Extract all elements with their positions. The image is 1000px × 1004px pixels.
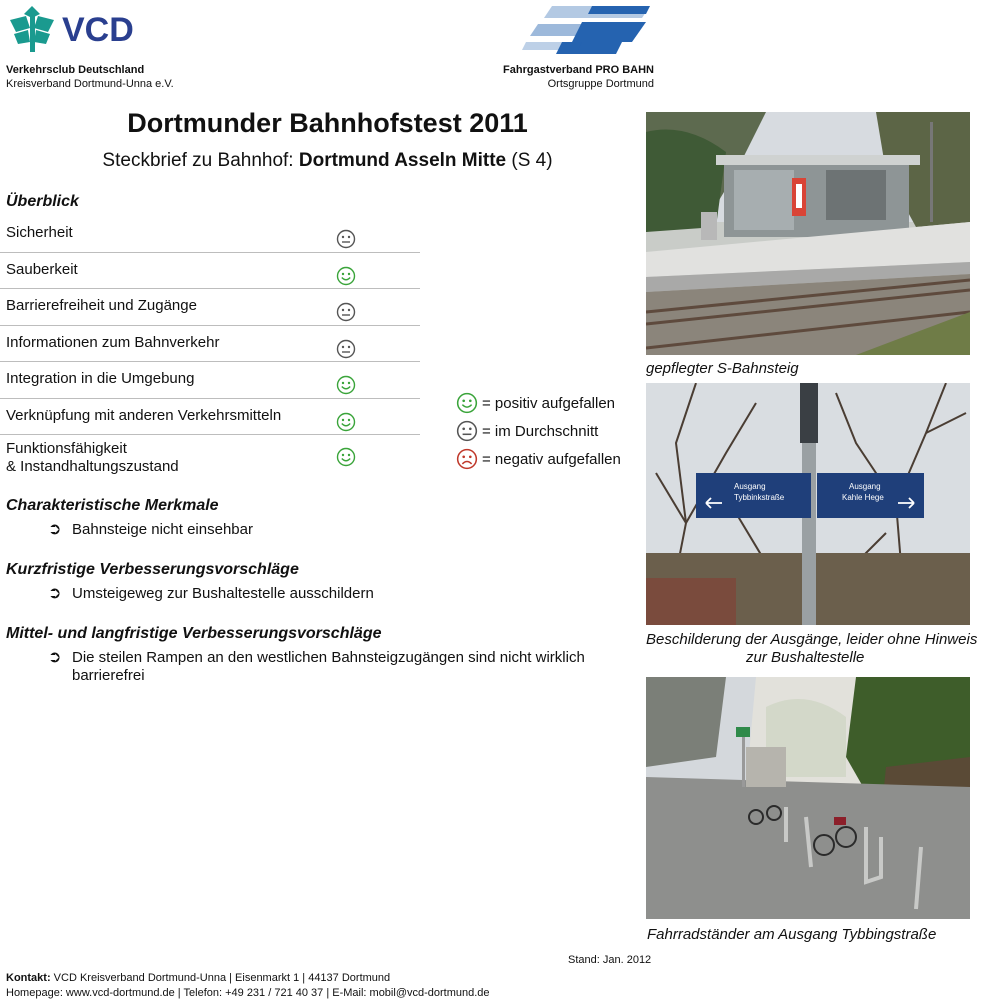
photo-signage-caption-line2: zur Bushaltestelle — [746, 649, 865, 666]
neutral-smiley-icon — [336, 339, 356, 359]
rating-label: Sauberkeit — [6, 260, 78, 278]
rating-label: Informationen zum Bahnverkehr — [6, 333, 220, 351]
legend-neutral-text: = im Durchschnitt — [482, 422, 599, 440]
rating-row-sauberkeit — [0, 253, 420, 290]
legend-positive-text: = positiv aufgefallen — [482, 394, 616, 412]
neutral-smiley-icon — [336, 229, 356, 249]
rating-row-verknuepfung — [0, 399, 420, 436]
rating-row-barrierefreiheit — [0, 289, 420, 326]
probahn-org-name: Fahrgastverband PRO BAHN — [503, 64, 654, 76]
photo-platform — [646, 112, 970, 355]
photo-signage — [646, 383, 970, 625]
rating-row-funktion — [0, 435, 420, 479]
legend-negative-text: = negativ aufgefallen — [482, 450, 621, 468]
vcd-org-name: Verkehrsclub Deutschland — [6, 64, 145, 76]
neutral-smiley-icon — [336, 302, 356, 322]
contact-text: VCD Kreisverband Dortmund-Unna | Eisenmarkt 1 | 44137 Dortmund — [50, 972, 391, 984]
page-subtitle — [0, 150, 655, 172]
positive-smiley-icon — [336, 266, 356, 286]
vcd-logo — [6, 4, 146, 54]
vcd-org-sub: Kreisverband Dortmund-Unna e.V. — [6, 78, 174, 90]
svg-text:Kahle Hege: Kahle Hege — [842, 493, 884, 502]
contact-label: Kontakt: — [6, 972, 51, 984]
rating-row-integration — [0, 362, 420, 399]
subtitle-prefix: Steckbrief zu Bahnhof: — [102, 150, 299, 171]
rating-legend — [456, 389, 621, 473]
photo-bike-racks-caption: Fahrradständer am Ausgang Tybbingstraße — [647, 926, 937, 943]
rating-table — [0, 216, 420, 479]
long-term-item: ➲ Die steilen Rampen an den westlichen Bahnsteigzugängen sind nicht wirklich barrierefrei — [48, 649, 585, 684]
positive-smiley-icon — [456, 392, 478, 414]
vcd-org-block — [6, 63, 174, 91]
subtitle-suffix: (S 4) — [506, 150, 553, 171]
positive-smiley-icon — [336, 375, 356, 395]
short-term-item: ➲ Umsteigeweg zur Bushaltestelle ausschildern — [48, 585, 374, 602]
bullet-arrow-icon: ➲ — [48, 521, 62, 538]
legend-positive — [456, 389, 621, 417]
long-term-heading: Mittel- und langfristige Verbesserungsvorschläge — [6, 625, 382, 642]
probahn-org-sub: Ortsgruppe Dortmund — [547, 78, 654, 90]
legend-negative — [456, 445, 621, 473]
photo-bike-racks — [646, 677, 970, 919]
rating-row-sicherheit — [0, 216, 420, 253]
features-item: ➲ Bahnsteige nicht einsehbar — [48, 521, 253, 538]
probahn-org-block — [503, 63, 654, 91]
photo-signage-caption-line1: Beschilderung der Ausgänge, leider ohne Hinweis — [646, 631, 978, 648]
tree-icon — [10, 6, 54, 52]
rating-row-informationen — [0, 326, 420, 363]
rating-label: Sicherheit — [6, 224, 73, 241]
svg-text:Ausgang: Ausgang — [849, 482, 881, 491]
neutral-smiley-icon — [456, 420, 478, 442]
svg-text:VCD: VCD — [62, 11, 134, 49]
photo-platform-caption: gepflegter S-Bahnsteig — [646, 360, 799, 377]
svg-text:Tybbinkstraße: Tybbinkstraße — [734, 493, 785, 502]
bullet-arrow-icon: ➲ — [48, 649, 62, 666]
legend-neutral — [456, 417, 621, 445]
short-term-heading: Kurzfristige Verbesserungsvorschläge — [6, 561, 299, 578]
rating-label: Funktionsfähigkeit & Instandhaltungszustand — [6, 440, 179, 475]
stand-date: Stand: Jan. 2012 — [568, 954, 652, 966]
overview-heading: Überblick — [6, 193, 79, 210]
bullet-arrow-icon: ➲ — [48, 585, 62, 602]
negative-smiley-icon — [456, 448, 478, 470]
positive-smiley-icon — [336, 412, 356, 432]
positive-smiley-icon — [336, 447, 356, 467]
svg-text:Ausgang: Ausgang — [734, 482, 766, 491]
features-heading: Charakteristische Merkmale — [6, 497, 219, 514]
footer-contact — [6, 971, 490, 1001]
page-title: Dortmunder Bahnhofstest 2011 — [127, 108, 528, 138]
rating-label: Integration in die Umgebung — [6, 370, 195, 387]
rating-label: Verknüpfung mit anderen Verkehrsmitteln — [6, 406, 282, 424]
station-name: Dortmund Asseln Mitte — [298, 150, 507, 171]
probahn-logo — [522, 2, 654, 58]
footer-line2: Homepage: www.vcd-dortmund.de | Telefon: +49 231 / 721 40 37 | E-Mail: mobil@vcd-dortmund.de — [6, 987, 490, 999]
rating-label: Barrierefreiheit und Zugänge — [6, 297, 197, 314]
